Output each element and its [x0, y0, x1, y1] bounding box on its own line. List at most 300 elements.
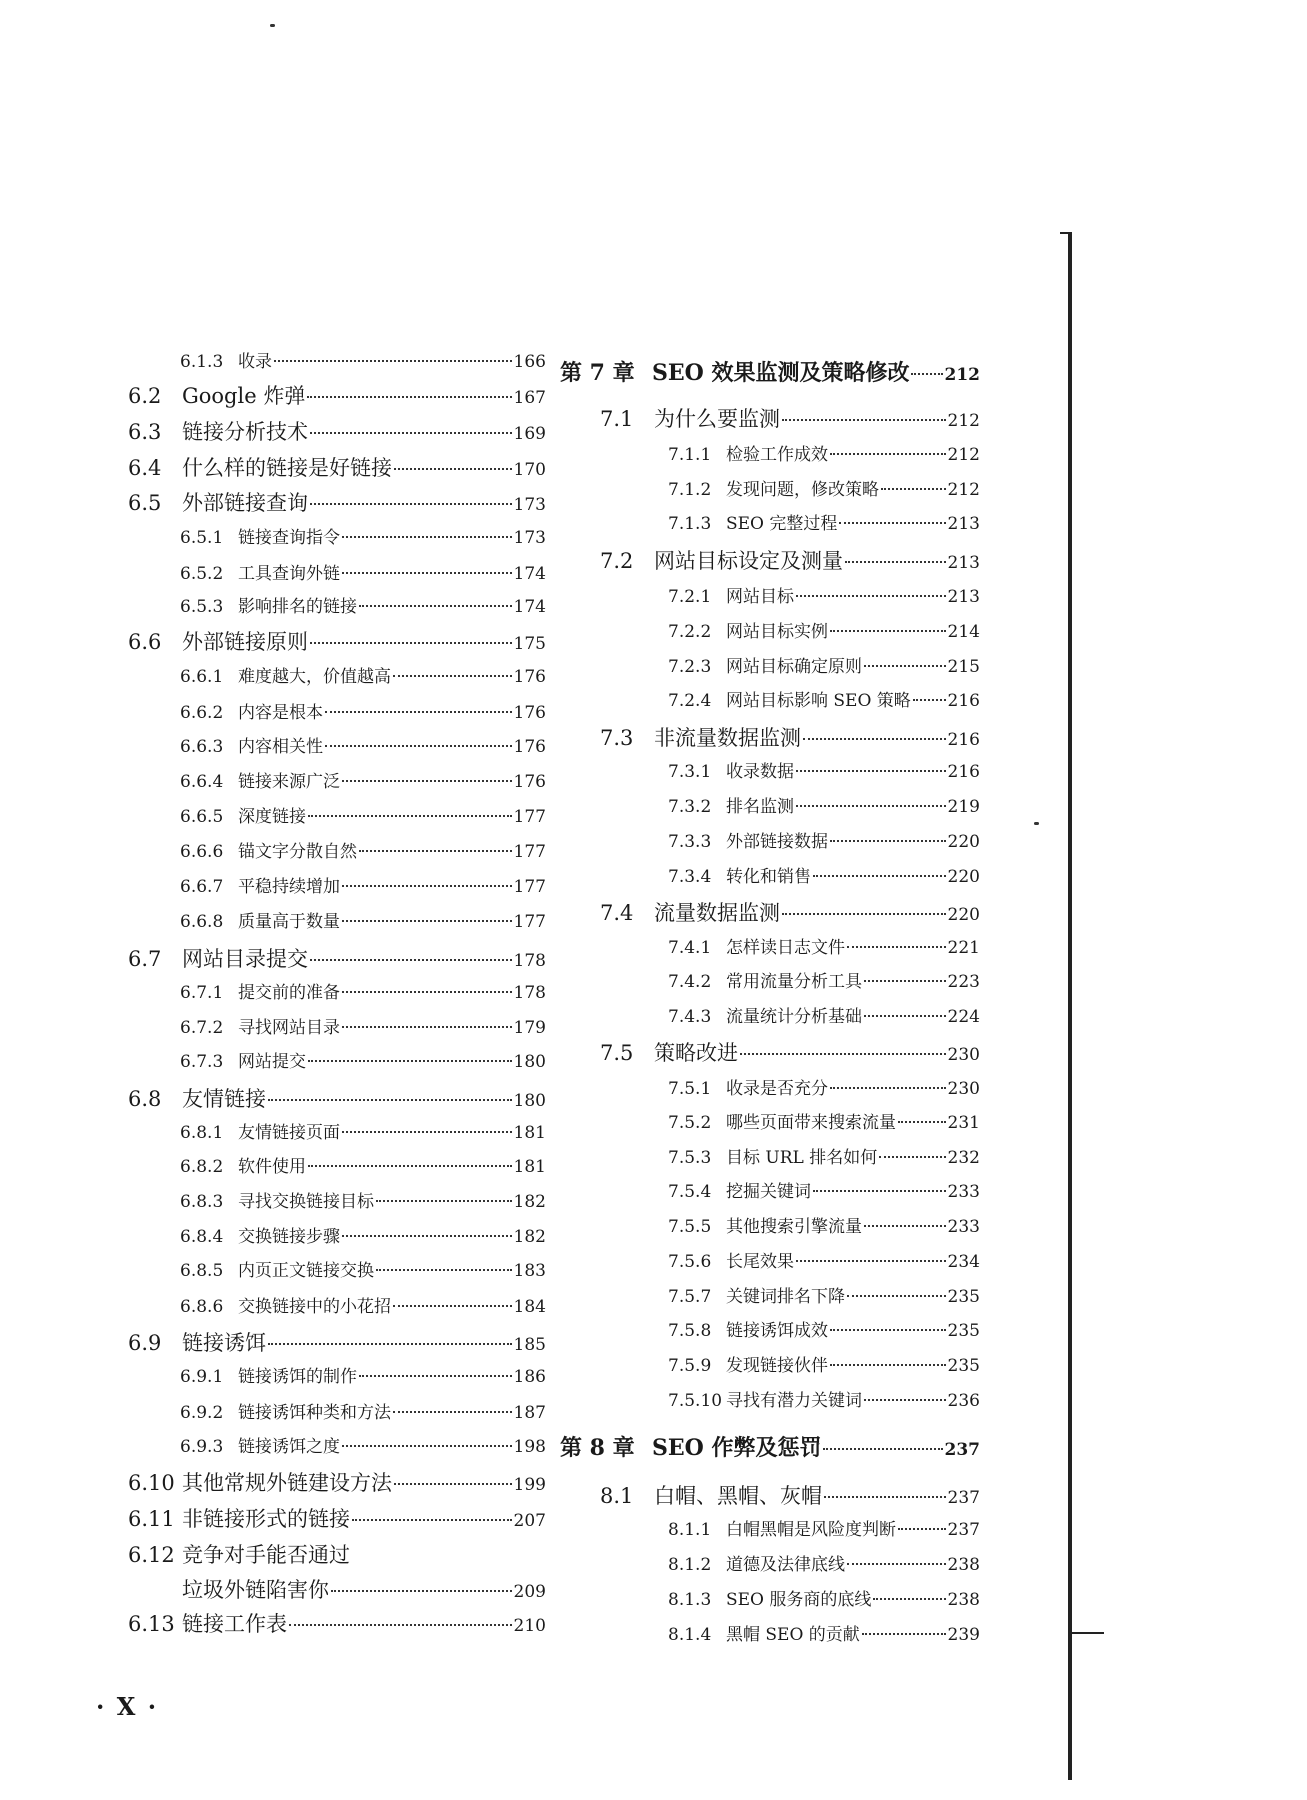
toc-entry-title: 垃圾外链陷害你 [182, 1578, 329, 1602]
scan-speck [1034, 822, 1039, 825]
toc-entry-title: 链接诱饵 [182, 1331, 266, 1355]
toc-entry-title: 非链接形式的链接 [182, 1507, 350, 1531]
toc-entry-number: 7.3.3 [668, 832, 712, 852]
toc-entry-title: 非流量数据监测 [654, 726, 801, 750]
dot-leader [740, 1053, 946, 1055]
toc-entry-sub [668, 582, 980, 607]
toc-entry-page: 174 [513, 597, 546, 617]
dot-leader [342, 536, 512, 538]
toc-entry-number: 6.3 [128, 420, 162, 444]
toc-entry-sub [180, 1118, 546, 1143]
dot-leader [342, 885, 512, 887]
toc-entry-number: 7.3.2 [668, 797, 712, 817]
toc-entry-number: 6.9.2 [180, 1403, 224, 1423]
dot-leader [823, 1448, 942, 1450]
toc-entry-title: 内容相关性 [238, 737, 323, 757]
toc-entry-section [600, 722, 980, 752]
toc-entry-number: 7.5.1 [668, 1079, 712, 1099]
toc-entry-sub [668, 757, 980, 782]
toc-entry-sub [668, 1585, 980, 1610]
toc-entry-title: 链接诱饵之度 [238, 1437, 340, 1457]
toc-entry-page: 216 [947, 762, 980, 782]
toc-entry-page: 216 [947, 691, 980, 711]
toc-entry-page: 220 [947, 905, 980, 925]
dot-leader [331, 1590, 512, 1592]
toc-entry-page: 177 [513, 807, 546, 827]
dot-leader [873, 1598, 945, 1600]
toc-entry-section [128, 1503, 546, 1533]
toc-entry-page: 182 [513, 1227, 546, 1247]
toc-entry-sub [668, 1351, 980, 1376]
dot-leader [307, 396, 511, 398]
dot-leader [830, 1329, 946, 1331]
toc-entry-page: 214 [947, 622, 980, 642]
toc-entry-title: 链接诱饵成效 [726, 1321, 828, 1341]
dot-leader [325, 745, 512, 747]
toc-entry-page: 224 [947, 1007, 980, 1027]
dot-leader [268, 1099, 512, 1101]
toc-entry-title: 工具查询外链 [238, 564, 340, 584]
toc-entry-title: 网站目录提交 [182, 947, 308, 971]
toc-entry-page: 175 [513, 634, 546, 654]
toc-entry-title: 外部链接原则 [182, 630, 308, 654]
toc-entry-page: 186 [513, 1367, 546, 1387]
toc-entry-title: 寻找交换链接目标 [238, 1192, 374, 1212]
toc-entry-title: 收录数据 [726, 762, 794, 782]
toc-entry-number: 7.5.3 [668, 1148, 712, 1168]
toc-entry-title: 平稳持续增加 [238, 877, 340, 897]
toc-entry-title: 链接查询指令 [238, 528, 340, 548]
dot-leader [268, 1343, 512, 1345]
toc-entry-number: 6.6 [128, 630, 162, 654]
toc-entry-page: 234 [947, 1252, 980, 1272]
toc-entry-number: 6.8.5 [180, 1261, 224, 1281]
dot-leader [898, 1121, 946, 1123]
dot-leader [342, 572, 512, 574]
toc-entry-section [600, 545, 980, 575]
toc-entry-sub [180, 1432, 546, 1457]
toc-entry-page: 220 [947, 832, 980, 852]
toc-entry-page: 235 [947, 1356, 980, 1376]
toc-entry-number: 6.6.1 [180, 667, 224, 687]
toc-entry-title: 网站提交 [238, 1052, 306, 1072]
toc-entry-page: 235 [947, 1287, 980, 1307]
toc-entry-title: 链接诱饵的制作 [238, 1367, 357, 1387]
toc-entry-sub [180, 1256, 546, 1281]
toc-entry-page: 232 [947, 1148, 980, 1168]
toc-entry-number: 6.4 [128, 456, 162, 480]
toc-entry-title: 白帽、黑帽、灰帽 [654, 1484, 822, 1508]
toc-entry-title: 长尾效果 [726, 1252, 794, 1272]
toc-entry-page: 238 [947, 1555, 980, 1575]
dot-leader [394, 1483, 512, 1485]
toc-entry-title: 链接诱饵种类和方法 [238, 1403, 391, 1423]
toc-entry-number: 7.5.2 [668, 1113, 712, 1133]
scan-speck [270, 24, 275, 27]
toc-entry-sub [668, 652, 980, 677]
dot-leader [881, 488, 946, 490]
toc-entry-number: 6.9 [128, 1331, 162, 1355]
toc-entry-title: 策略改进 [654, 1041, 738, 1065]
toc-entry-title: SEO 完整过程 [726, 514, 838, 534]
toc-entry-page: 178 [513, 983, 546, 1003]
toc-entry-sub [180, 1398, 546, 1423]
toc-entry-title: 内容是根本 [238, 703, 323, 723]
toc-entry-sub [668, 1143, 980, 1168]
toc-entry-page: 184 [513, 1297, 546, 1317]
toc-entry-sub [180, 662, 546, 687]
toc-entry-page: 233 [947, 1217, 980, 1237]
toc-entry-number: 6.6.5 [180, 807, 224, 827]
dot-leader [839, 522, 945, 524]
toc-entry-page: 237 [947, 1520, 980, 1540]
toc-entry-section [600, 1480, 980, 1510]
toc-entry-sub [668, 1515, 980, 1540]
toc-entry-number: 6.6.8 [180, 912, 224, 932]
dot-leader [796, 770, 946, 772]
toc-entry-number: 第 8 章 [560, 1435, 635, 1461]
dot-leader [813, 1190, 946, 1192]
toc-entry-number: 6.10 [128, 1471, 175, 1495]
toc-entry-number: 7.2.2 [668, 622, 712, 642]
toc-entry-sub [180, 732, 546, 757]
dot-leader [325, 711, 512, 713]
toc-entry-title: 网站目标影响 SEO 策略 [726, 691, 911, 711]
toc-entry-page: 177 [513, 842, 546, 862]
toc-entry-section [128, 452, 546, 482]
dot-leader [310, 642, 512, 644]
toc-entry-title: 排名监测 [726, 797, 794, 817]
toc-entry-title: 交换链接中的小花招 [238, 1297, 391, 1317]
toc-entry-page: 212 [947, 445, 980, 465]
toc-entry-title: 为什么要监测 [654, 407, 780, 431]
toc-entry-title: 友情链接页面 [238, 1123, 340, 1143]
toc-entry-title: 发现链接伙伴 [726, 1356, 828, 1376]
toc-entry-number: 7.5.7 [668, 1287, 712, 1307]
toc-entry-number: 8.1.3 [668, 1590, 712, 1610]
toc-entry-section [128, 1327, 546, 1357]
dot-leader [342, 1445, 512, 1447]
toc-entry-page: 176 [513, 667, 546, 687]
toc-entry-title: 检验工作成效 [726, 445, 828, 465]
toc-entry-page: 180 [513, 1052, 546, 1072]
dot-leader [830, 453, 946, 455]
toc-entry-title: 什么样的链接是好链接 [182, 456, 392, 480]
toc-entry-title: 外部链接查询 [182, 491, 308, 515]
toc-entry-number: 6.7 [128, 947, 162, 971]
toc-entry-sub [668, 617, 980, 642]
dot-leader [310, 503, 512, 505]
toc-entry-page: 237 [944, 1440, 980, 1460]
toc-entry-number: 6.7.1 [180, 983, 224, 1003]
toc-entry-page: 187 [513, 1403, 546, 1423]
dot-leader [845, 561, 946, 563]
toc-entry-page: 198 [513, 1437, 546, 1457]
toc-entry-sub [668, 792, 980, 817]
toc-entry-page: 220 [947, 867, 980, 887]
toc-entry-sub [180, 347, 546, 372]
toc-entry-number: 6.6.2 [180, 703, 224, 723]
toc-entry-title: 寻找有潜力关键词 [726, 1391, 862, 1411]
toc-entry-number: 8.1.2 [668, 1555, 712, 1575]
toc-entry-sub [668, 440, 980, 465]
toc-entry-sub [668, 827, 980, 852]
toc-entry-number: 6.8.4 [180, 1227, 224, 1247]
toc-entry-page: 185 [513, 1335, 546, 1355]
dot-leader [359, 605, 512, 607]
toc-entry-sub [180, 1152, 546, 1177]
toc-entry-sub [668, 1212, 980, 1237]
edge-tick [1060, 232, 1072, 234]
toc-entry-page: 183 [513, 1261, 546, 1281]
toc-entry-number: 6.5.3 [180, 597, 224, 617]
toc-entry-title: 流量数据监测 [654, 901, 780, 925]
toc-entry-sub [668, 1386, 980, 1411]
toc-entry-chapter [560, 356, 980, 387]
toc-entry-title: 友情链接 [182, 1087, 266, 1111]
toc-entry-sub [180, 1047, 546, 1072]
toc-entry-number: 6.5.1 [180, 528, 224, 548]
toc-entry-title: SEO 作弊及惩罚 [652, 1435, 822, 1461]
toc-entry-sub [668, 1002, 980, 1027]
toc-entry-number: 6.8.3 [180, 1192, 224, 1212]
dot-leader [342, 991, 512, 993]
toc-entry-number: 6.6.4 [180, 772, 224, 792]
toc-entry-title: 链接工作表 [182, 1612, 287, 1636]
toc-entry-sub [668, 1316, 980, 1341]
toc-entry-title: 常用流量分析工具 [726, 972, 862, 992]
toc-entry-sub [668, 475, 980, 500]
toc-entry-page: 173 [513, 495, 546, 515]
toc-entry-page: 236 [947, 1391, 980, 1411]
toc-entry-page: 230 [947, 1079, 980, 1099]
toc-entry-title: 收录 [238, 352, 272, 372]
toc-entry-sub [668, 509, 980, 534]
toc-entry-number: 7.5.5 [668, 1217, 712, 1237]
toc-entry-section [128, 1083, 546, 1113]
toc-entry-number: 7.5.8 [668, 1321, 712, 1341]
toc-entry-title: 链接分析技术 [182, 420, 308, 444]
toc-entry-page: 216 [947, 730, 980, 750]
toc-entry-title: 其他常规外链建设方法 [182, 1471, 392, 1495]
toc-entry-page: 223 [947, 972, 980, 992]
toc-entry-page: 180 [513, 1091, 546, 1111]
dot-leader [393, 675, 512, 677]
toc-entry-sub [668, 862, 980, 887]
toc-entry-sub [180, 907, 546, 932]
toc-entry-page: 231 [947, 1113, 980, 1133]
dot-leader [308, 815, 512, 817]
toc-entry-number: 7.5.4 [668, 1182, 712, 1202]
toc-entry-section [600, 1037, 980, 1067]
toc-entry-number: 6.9.3 [180, 1437, 224, 1457]
toc-entry-sub [668, 1550, 980, 1575]
toc-entry-page: 173 [513, 528, 546, 548]
toc-entry-title: 怎样读日志文件 [726, 938, 845, 958]
toc-entry-title: 寻找网站目录 [238, 1018, 340, 1038]
dot-leader [342, 920, 512, 922]
toc-entry-sub [668, 967, 980, 992]
toc-entry-title: 收录是否充分 [726, 1079, 828, 1099]
toc-entry-sub [668, 1074, 980, 1099]
toc-entry-section [128, 380, 546, 410]
toc-entry-number: 6.9.1 [180, 1367, 224, 1387]
toc-entry-sub [668, 1247, 980, 1272]
toc-entry-sub [180, 1013, 546, 1038]
toc-entry-page: 207 [513, 1511, 546, 1531]
toc-entry-page: 219 [947, 797, 980, 817]
toc-entry-number: 7.3.4 [668, 867, 712, 887]
toc-entry-number: 7.4.1 [668, 938, 712, 958]
toc-entry-page: 213 [947, 514, 980, 534]
toc-entry-number: 6.11 [128, 1507, 175, 1531]
toc-entry-title: 哪些页面带来搜索流量 [726, 1113, 896, 1133]
dot-leader [310, 959, 512, 961]
toc-entry-title: 网站目标确定原则 [726, 657, 862, 677]
dot-leader [796, 595, 946, 597]
dot-leader [824, 1496, 946, 1498]
toc-entry-page: 178 [513, 951, 546, 971]
dot-leader [864, 1399, 946, 1401]
dot-leader [803, 738, 946, 740]
dot-leader [393, 1305, 512, 1307]
dot-leader [782, 913, 946, 915]
toc-entry-page: 174 [513, 564, 546, 584]
toc-entry-page: 167 [513, 388, 546, 408]
toc-entry-number: 7.5.10 [668, 1391, 723, 1411]
toc-entry-number: 7.3 [600, 726, 634, 750]
dot-leader [879, 1156, 945, 1158]
toc-entry-sub [668, 1282, 980, 1307]
toc-entry-title: SEO 效果监测及策略修改 [652, 360, 910, 386]
toc-entry-sub [180, 1362, 546, 1387]
dot-leader [342, 1131, 512, 1133]
dot-leader [830, 1364, 946, 1366]
toc-entry-sub [180, 802, 546, 827]
dot-leader [352, 1519, 512, 1521]
dot-leader [342, 1235, 512, 1237]
toc-entry-section [128, 943, 546, 973]
toc-entry-page: 182 [513, 1192, 546, 1212]
toc-entry-section [128, 626, 546, 656]
toc-entry-chapter [560, 1431, 980, 1462]
toc-entry-title: 外部链接数据 [726, 832, 828, 852]
dot-leader [310, 432, 512, 434]
toc-entry-number: 7.2.3 [668, 657, 712, 677]
edge-tick [1068, 1632, 1104, 1634]
toc-entry-number: 第 7 章 [560, 360, 635, 386]
toc-entry-title: 黑帽 SEO 的贡献 [726, 1625, 860, 1645]
toc-entry-page: 176 [513, 737, 546, 757]
toc-entry-section [128, 416, 546, 446]
toc-entry-page: 235 [947, 1321, 980, 1341]
toc-entry-title: 关键词排名下降 [726, 1287, 845, 1307]
toc-entry-title: 转化和销售 [726, 867, 811, 887]
toc-entry-page: 212 [944, 365, 980, 385]
toc-entry-number: 7.2.1 [668, 587, 712, 607]
page-edge-rule [1068, 232, 1072, 1780]
toc-entry-page: 170 [513, 460, 546, 480]
toc-entry-sub [180, 978, 546, 1003]
toc-entry-page: 181 [513, 1123, 546, 1143]
toc-entry-number: 7.1.3 [668, 514, 712, 534]
dot-leader [862, 1633, 946, 1635]
toc-entry-title: 交换链接步骤 [238, 1227, 340, 1247]
toc-entry-page: 212 [947, 480, 980, 500]
toc-entry-sub [180, 837, 546, 862]
toc-entry-title: 流量统计分析基础 [726, 1007, 862, 1027]
toc-entry-page: 179 [513, 1018, 546, 1038]
dot-leader [847, 946, 946, 948]
dot-leader [830, 840, 946, 842]
toc-entry-number: 7.2.4 [668, 691, 712, 711]
dot-leader [898, 1528, 946, 1530]
toc-entry-title: 目标 URL 排名如何 [726, 1148, 878, 1168]
toc-entry-number: 6.8.2 [180, 1157, 224, 1177]
dot-leader [796, 805, 946, 807]
dot-leader [864, 1225, 946, 1227]
toc-entry-page: 213 [947, 553, 980, 573]
dot-leader [359, 850, 512, 852]
toc-entry-title: 网站目标设定及测量 [654, 549, 843, 573]
dot-leader [813, 875, 946, 877]
toc-entry-page: 177 [513, 912, 546, 932]
dot-leader [911, 373, 942, 375]
toc-entry-number: 6.12 [128, 1543, 175, 1567]
toc-entry-number: 8.1 [600, 1484, 634, 1508]
toc-entry-title: SEO 服务商的底线 [726, 1590, 872, 1610]
toc-entry-section [128, 1574, 546, 1604]
toc-entry-page: 209 [513, 1582, 546, 1602]
dot-leader [847, 1295, 946, 1297]
toc-entry-number: 7.1.1 [668, 445, 712, 465]
toc-entry-number: 8.1.1 [668, 1520, 712, 1540]
toc-entry-sub [180, 559, 546, 584]
toc-entry-page: 239 [947, 1625, 980, 1645]
toc-entry-title: 道德及法律底线 [726, 1555, 845, 1575]
toc-entry-page: 212 [947, 411, 980, 431]
dot-leader [830, 630, 946, 632]
toc-entry-number: 7.4 [600, 901, 634, 925]
toc-entry-section [128, 1608, 546, 1638]
dot-leader [359, 1375, 512, 1377]
toc-entry-number: 7.1 [600, 407, 634, 431]
toc-entry-number: 6.8.6 [180, 1297, 224, 1317]
toc-entry-page: 181 [513, 1157, 546, 1177]
dot-leader [864, 665, 946, 667]
toc-entry-number: 6.5 [128, 491, 162, 515]
toc-entry-sub [180, 767, 546, 792]
toc-entry-number: 6.6.6 [180, 842, 224, 862]
toc-entry-number: 7.4.3 [668, 1007, 712, 1027]
toc-entry-title: 链接来源广泛 [238, 772, 340, 792]
dot-leader [796, 1260, 946, 1262]
toc-entry-sub [668, 933, 980, 958]
toc-entry-title: 锚文字分散自然 [238, 842, 357, 862]
toc-entry-number: 7.5 [600, 1041, 634, 1065]
toc-entry-page: 169 [513, 424, 546, 444]
toc-entry-number: 6.7.3 [180, 1052, 224, 1072]
toc-entry-number: 7.1.2 [668, 480, 712, 500]
toc-entry-sub [180, 592, 546, 617]
toc-entry-section [128, 487, 546, 517]
dot-leader [393, 1411, 512, 1413]
toc-entry-page: 177 [513, 877, 546, 897]
toc-entry-number: 6.8 [128, 1087, 162, 1111]
dot-leader [342, 780, 512, 782]
dot-leader [864, 980, 946, 982]
dot-leader [274, 360, 512, 362]
